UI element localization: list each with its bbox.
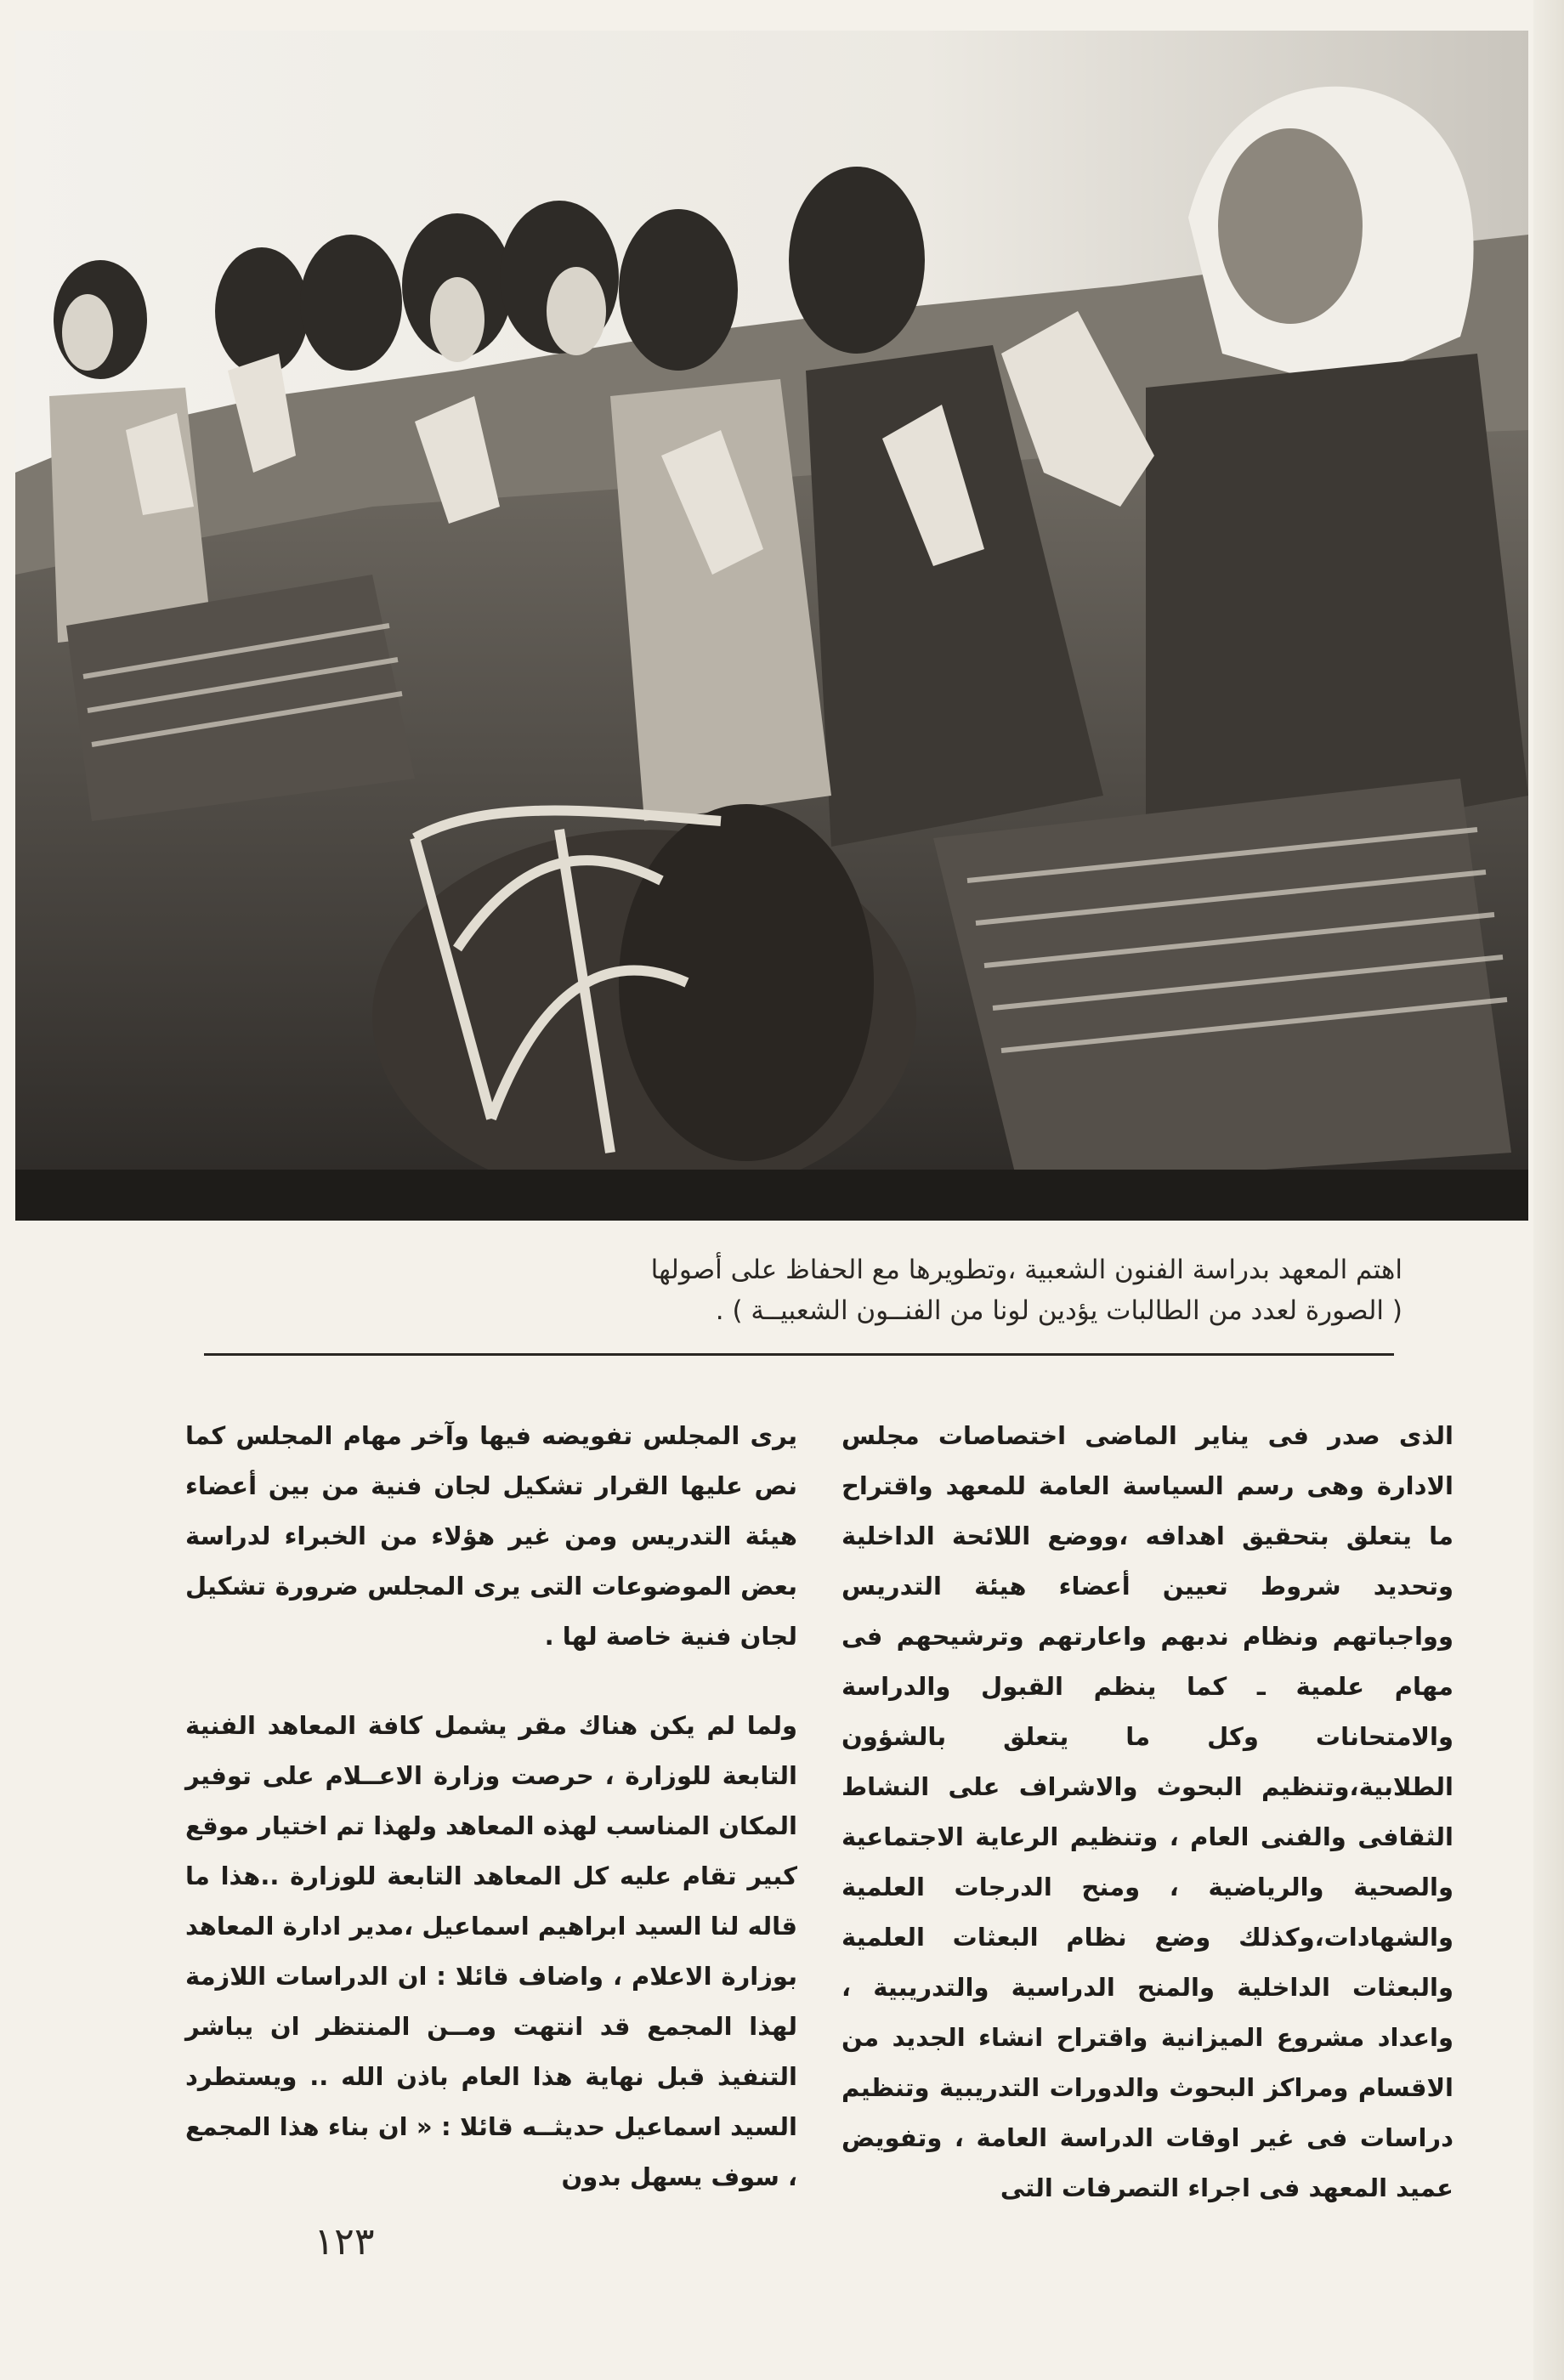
photo-caption [196,1250,1402,1331]
caption-line-2: ( الصورة لعدد من الطالبات يؤدين لونا من الفنــون الشعبيــة ) . [715,1295,1402,1326]
left-text-column [185,1411,797,2202]
photo [15,31,1528,1221]
page-edge [1533,0,1564,2380]
caption-line-1: اهتم المعهد بدراسة الفنون الشعبية ،وتطويرها مع الحفاظ على أصولها [650,1255,1402,1285]
right-column-paragraph: الذى صدر فى يناير الماضى اختصاصات مجلس الادارة وهى رسم السياسة العامة للمعهد واقتراح ما يتعلق بتحقيق اهدافه ،ووضع اللائحة الداخلية وتحديد شروط تعيين أعضاء هيئة التدريس وواجباتهم ونظام ندبهم واعارتهم وترشيحهم فى مهام علمية ـ كما ينظم القبول والدراسة والامتحانات وكل ما يتعلق بالشؤون الطلابية،وتنظيم البحوث والاشراف على النشاط الثقافى والفنى العام ، وتنظيم الرعاية الاجتماعية والصحية والرياضية ، ومنح الدرجات العلمية والشهادات،وكذلك وضع نظام البعثات العلمية والبعثات الداخلية والمنح الدراسية والتدريبية ، واعداد مشروع الميزانية واقتراح انشاء الجديد من الاقسام ومراكز البحوث والدورات التدريبية وتنظيم دراسات فى غير اوقات الدراسة العامة ، وتفويض عميد المعهد فى اجراء التصرفات التى [842,1421,1454,2202]
left-column-paragraph-2: ولما لم يكن هناك مقر يشمل كافة المعاهد الفنية التابعة للوزارة ، حرصت وزارة الاعــلام على توفير المكان المناسب لهذه المعاهد ولهذا تم اختيار موقع كبير تقام عليه كل المعاهد التابعة للوزارة ..هذا ما قاله لنا السيد ابراهيم اسماعيل ،مدير ادارة المعاهد بوزارة الاعلام ، واضاف قائلا : ان الدراسات اللازمة لهذا المجمع قد انتهت ومــن المنتظر ان يباشر التنفيذ قبل نهاية هذا العام باذن الله .. ويستطرد السيد اسماعيل حديثــه قائلا : « ان بناء هذا المجمع ، سوف يسهل بدون [185,1711,797,2191]
page-number: ١٢٣ [314,2220,375,2264]
right-text-column [842,1411,1454,2213]
group-of-women-clapping-with-drum-icon [15,31,1528,1221]
left-column-paragraph-1: يرى المجلس تفويضه فيها وآخر مهام المجلس كما نص عليها القرار تشكيل لجان فنية من بين أعضاء هيئة التدريس ومن غير هؤلاء من الخبراء لدراسة بعض الموضوعات التى يرى المجلس ضرورة تشكيل لجان فنية خاصة لها . [185,1421,797,1651]
caption-divider [204,1353,1394,1356]
